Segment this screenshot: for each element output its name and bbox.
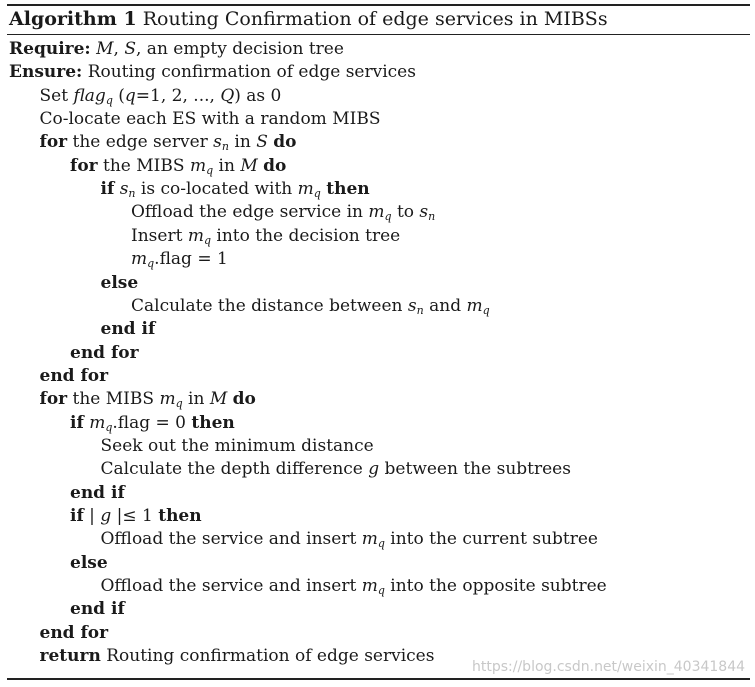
- keyword: if: [70, 412, 84, 433]
- math-symbol: q: [105, 420, 113, 434]
- algorithm-line: [40, 388, 256, 410]
- math-symbol: m: [466, 295, 483, 316]
- line-text: Co-locate each ES with a random MIBS: [39, 109, 381, 130]
- algorithm-line: [9, 38, 344, 60]
- math-symbol: s: [213, 132, 222, 153]
- keyword: end for: [39, 365, 109, 386]
- algorithm-line: [131, 201, 435, 223]
- math-symbol: q: [377, 537, 385, 551]
- keyword: return: [39, 646, 101, 667]
- math-symbol: m: [89, 412, 106, 433]
- math-symbol: m: [361, 529, 378, 550]
- line-text: .flag = 1: [154, 249, 228, 270]
- line-text: ) as 0: [234, 85, 282, 106]
- watermark: https://blog.csdn.net/weixin_40341844: [472, 659, 746, 675]
- line-text: in: [228, 132, 257, 153]
- math-symbol: n: [428, 210, 436, 224]
- line-text: Offload the service and insert: [100, 529, 362, 550]
- keyword: end for: [70, 342, 139, 363]
- algorithm-line: [70, 552, 108, 574]
- line-text: , an empty decision tree: [136, 39, 344, 59]
- line-text: the MIBS: [67, 389, 160, 410]
- algorithm-line: [70, 505, 202, 527]
- algorithm-line: [70, 155, 286, 177]
- keyword: for: [39, 389, 68, 410]
- math-symbol: M: [96, 39, 114, 59]
- algorithm-label: Algorithm 1: [9, 8, 137, 30]
- keyword: Ensure:: [9, 62, 83, 83]
- math-symbol: Q: [220, 85, 235, 106]
- keyword: do: [263, 155, 287, 176]
- line-text: to: [391, 202, 420, 223]
- math-symbol: n: [221, 140, 229, 154]
- math-symbol: s: [119, 179, 129, 200]
- algorithm-line: [101, 178, 370, 200]
- math-symbol: q: [377, 584, 385, 598]
- line-text: and: [423, 295, 467, 316]
- keyword: else: [100, 272, 139, 293]
- math-symbol: m: [361, 576, 378, 597]
- line-text: Offload the service and insert: [100, 576, 362, 597]
- algorithm-line: [70, 342, 139, 364]
- math-symbol: S: [124, 39, 136, 59]
- keyword: end for: [39, 622, 109, 643]
- keyword: else: [70, 552, 108, 573]
- line-text: into the current subtree: [384, 529, 598, 550]
- keyword: Require:: [9, 39, 91, 59]
- line-text: Routing confirmation of edge services: [100, 646, 435, 667]
- line-text: into the opposite subtree: [384, 576, 607, 597]
- algorithm-caption: [9, 6, 608, 32]
- line-text: Calculate the distance between: [131, 295, 408, 316]
- algorithm-line: [131, 248, 228, 270]
- math-symbol: g: [368, 459, 380, 480]
- algorithm-title: Routing Confirmation of edge services in MIBSs: [142, 8, 608, 30]
- algorithm-line: [70, 598, 125, 620]
- algorithm-line: [101, 575, 607, 597]
- algorithm-line: [101, 458, 571, 480]
- keyword: then: [326, 179, 370, 200]
- math-symbol: q: [384, 210, 392, 224]
- line-text: into the decision tree: [210, 225, 401, 246]
- algorithm-line: [40, 622, 109, 644]
- line-text: |≤ 1: [111, 506, 159, 526]
- line-text: =1, 2, ...,: [135, 85, 221, 106]
- math-symbol: s: [407, 295, 417, 316]
- math-symbol: q: [105, 93, 113, 107]
- keyword: end if: [70, 599, 125, 620]
- algorithm-line: [40, 131, 297, 153]
- math-symbol: S: [256, 132, 268, 153]
- algorithm-line: [70, 412, 235, 434]
- algorithm-line: [131, 225, 400, 247]
- line-text: Set: [39, 85, 74, 106]
- line-text: Offload the edge service in: [131, 202, 369, 223]
- math-symbol: q: [147, 257, 155, 271]
- math-symbol: m: [159, 389, 176, 410]
- algorithm-line: [40, 365, 109, 387]
- keyword: if: [70, 506, 84, 526]
- math-symbol: q: [482, 303, 490, 317]
- line-text: is co-located with: [135, 179, 298, 200]
- line-text: (: [112, 85, 125, 106]
- math-symbol: m: [187, 225, 204, 246]
- keyword: do: [232, 389, 256, 410]
- math-symbol: n: [416, 303, 424, 317]
- algorithm-line: [40, 85, 282, 107]
- math-symbol: q: [313, 187, 321, 201]
- math-symbol: m: [189, 155, 207, 176]
- line-text: Calculate the depth difference: [100, 459, 369, 480]
- line-text: Routing confirmation of edge services: [82, 62, 416, 83]
- line-text: the edge server: [67, 132, 214, 153]
- math-symbol: m: [297, 179, 314, 200]
- keyword: for: [39, 132, 68, 153]
- keyword: then: [191, 412, 235, 433]
- math-symbol: s: [419, 202, 429, 223]
- math-symbol: M: [209, 389, 228, 410]
- math-symbol: q: [124, 85, 136, 106]
- line-text: in: [182, 389, 210, 410]
- math-symbol: flag: [73, 85, 106, 106]
- algorithm-line: [9, 61, 416, 83]
- keyword: if: [100, 179, 115, 200]
- math-symbol: n: [128, 187, 136, 201]
- keyword: end if: [70, 482, 125, 503]
- math-symbol: M: [240, 155, 258, 176]
- algorithm-line: [70, 482, 125, 504]
- algorithm-line: [101, 318, 156, 340]
- line-text: in: [213, 155, 241, 176]
- algorithm-line: [101, 528, 598, 550]
- math-symbol: m: [131, 249, 148, 270]
- keyword: then: [158, 506, 202, 526]
- keyword: end if: [100, 319, 156, 340]
- algorithm-line: [40, 108, 381, 130]
- keyword: do: [273, 132, 297, 153]
- math-symbol: m: [368, 202, 385, 223]
- caption-rule: [7, 34, 750, 35]
- line-text: Seek out the minimum distance: [100, 435, 374, 456]
- math-symbol: g: [100, 506, 112, 526]
- algorithm-line: [40, 645, 435, 667]
- algorithm-line: [101, 272, 139, 294]
- algorithm-line: [101, 435, 374, 457]
- line-text: |: [83, 506, 101, 526]
- line-text: Insert: [131, 225, 188, 246]
- bottom-rule: [7, 678, 750, 680]
- math-symbol: q: [206, 163, 214, 177]
- line-text: between the subtrees: [379, 459, 571, 480]
- line-text: ,: [113, 39, 125, 59]
- keyword: for: [70, 155, 98, 176]
- algorithm-line: [131, 295, 490, 317]
- math-symbol: q: [175, 397, 183, 411]
- line-text: .flag = 0: [112, 412, 192, 433]
- math-symbol: q: [203, 233, 211, 247]
- line-text: the MIBS: [97, 155, 190, 176]
